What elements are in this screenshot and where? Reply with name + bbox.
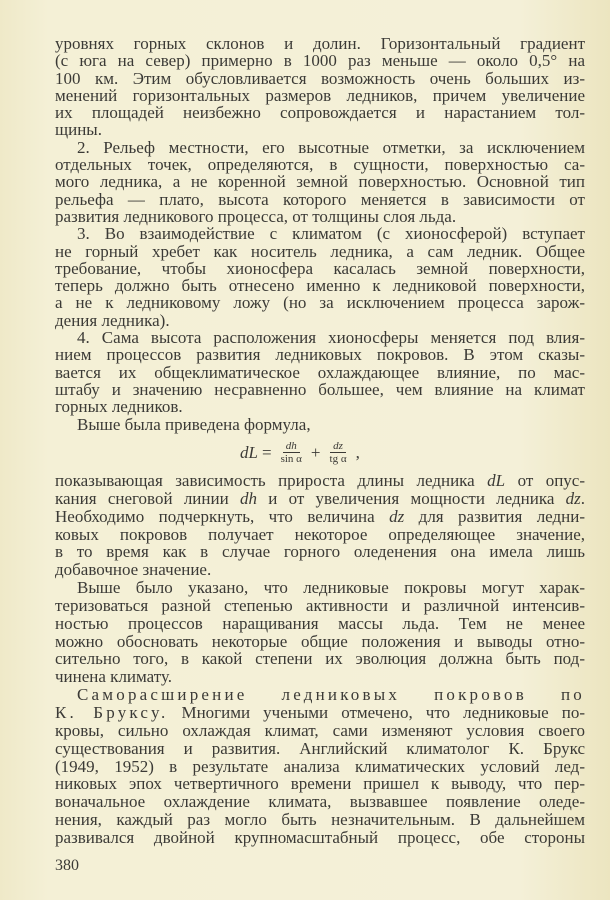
- text-line: уровнях горных склонов и долин. Горизонтальный градиент: [55, 34, 585, 53]
- numerator: dz: [330, 440, 346, 453]
- math-var: dh: [239, 488, 257, 508]
- fraction-dz-tg: [327, 440, 350, 465]
- text-segment: Необходимо подчеркнуть, что величина: [55, 506, 390, 526]
- text-segment: кания снеговой линии: [55, 488, 240, 508]
- text-segment: и от увеличения мощности ледника: [256, 488, 566, 508]
- text-line: мого ледника, а не коренной земной поверхностью. Основной тип: [55, 172, 585, 192]
- text-line: менений горизонтальных размеров ледников, причем увеличение: [55, 85, 585, 105]
- text-line: требование, чтобы хионосфера касалась земной поверхности,: [55, 258, 585, 278]
- text-line: чинена климату.: [55, 667, 173, 687]
- text-line: воначальное охлаждение климата, вызвавшее появление оледе-: [55, 792, 585, 812]
- text-line: можно обосновать некоторые общие положения и выводы отно-: [55, 631, 585, 651]
- text-line: [55, 472, 585, 490]
- text-line: рельефа — плато, высота которого меняется в зависимости от: [55, 189, 585, 209]
- text-line: сительно того, в какой степени их эволюция должна быть под-: [55, 649, 585, 669]
- page-number: 380: [55, 857, 79, 874]
- text-block-bottom: [55, 472, 585, 847]
- text-line: существования и развития. Английский климатолог К. Брукс: [55, 738, 585, 758]
- text-segment: .: [580, 488, 586, 508]
- numerator: dh: [283, 440, 300, 453]
- section-heading-end: К. Бруксу.: [55, 702, 169, 722]
- text-line: 3. Во взаимодействие с климатом (с хионосферой) вступает: [77, 224, 585, 244]
- text-line: [55, 704, 585, 722]
- text-line: их площадей неизбежно сопровождается и нарастанием тол-: [55, 103, 585, 123]
- text-line: добавочное значение.: [55, 560, 212, 580]
- formula-lhs: dL: [240, 442, 258, 462]
- text-block-top: [55, 35, 585, 433]
- text-line: (с юга на север) примерно в 1000 раз меньше — около 0,5° на: [55, 51, 585, 71]
- text-line: ностью процессов наращивания массы льда. Тем не менее: [55, 613, 585, 633]
- text-line: не горный хребет как носитель ледника, а сам ледник. Общее: [55, 241, 585, 261]
- text-segment: от опус-: [505, 471, 586, 490]
- text-segment: Многими учеными отмечено, что ледниковые по-: [168, 702, 585, 722]
- section-heading-line: Саморасширение ледниковых покровов по: [77, 685, 585, 705]
- text-line: развивался двойной крупномасштабный процесс, обе стороны: [55, 827, 585, 847]
- text-line: в то время как в случае горного оледенения она имела лишь: [55, 542, 585, 562]
- text-line: кровы, сильно охлаждая климат, сами изменяют условия своего: [55, 720, 585, 740]
- math-var: dz: [565, 488, 581, 508]
- text-line: развития ледникового процесса, от толщины слоя льда.: [55, 206, 457, 226]
- math-var: dz: [389, 506, 405, 526]
- text-line: [55, 490, 585, 508]
- text-line: горных ледников.: [55, 397, 183, 417]
- text-segment: для развития ледни-: [404, 506, 586, 526]
- text-line: 2. Рельеф местности, его высотные отметки, за исключением: [77, 137, 585, 157]
- math-var: dL: [487, 471, 506, 490]
- text-line: 100 км. Этим обусловливается возможность очень больших из-: [55, 68, 585, 88]
- text-line: Выше была приведена формула,: [77, 414, 311, 434]
- formula-comma: ,: [355, 442, 360, 462]
- text-segment: показывающая зависимость прироста длины ледника: [55, 471, 488, 490]
- formula-equals: =: [261, 442, 272, 462]
- text-line: [55, 508, 585, 526]
- fraction-dh-sin: [278, 440, 305, 465]
- denominator: sin α: [280, 452, 302, 465]
- text-line: вается их общеклиматическое охлаждающее влияние, по мас-: [55, 362, 585, 382]
- text-line: а не к ледниковому ложу (но за исключением процесса зарож-: [55, 293, 585, 313]
- text-line: нения, каждый раз могло быть незначительным. В дальнейшем: [55, 810, 585, 830]
- text-line: щины.: [55, 120, 102, 140]
- text-line: ковых покровов получает некоторое определяющее значение,: [55, 524, 585, 544]
- formula-plus: +: [310, 442, 321, 462]
- denominator: tg α: [329, 452, 347, 465]
- formula: [240, 437, 360, 467]
- text-line: никовых эпох четвертичного времени пришел к выводу, что пер-: [55, 774, 585, 794]
- text-line: штабу и значению несравненно большее, чем влияние на климат: [55, 379, 585, 399]
- text-line: теризоваться разной степенью активности и различной интенсив-: [55, 595, 585, 615]
- text-line: нием процессов развития ледниковых покровов. В этом сказы-: [55, 345, 585, 365]
- text-line: дения ледника).: [55, 310, 170, 330]
- text-line: отдельных точек, определяются, в сущности, поверхностью са-: [55, 155, 585, 175]
- text-line: Выше было указано, что ледниковые покровы могут харак-: [77, 578, 585, 598]
- text-line: 4. Сама высота расположения хионосферы меняется под влия-: [77, 328, 585, 348]
- text-line: теперь должно быть отнесено именно к ледниковой поверхности,: [55, 276, 585, 296]
- text-line: (1949, 1952) в результате анализа климатических условий лед-: [55, 756, 585, 776]
